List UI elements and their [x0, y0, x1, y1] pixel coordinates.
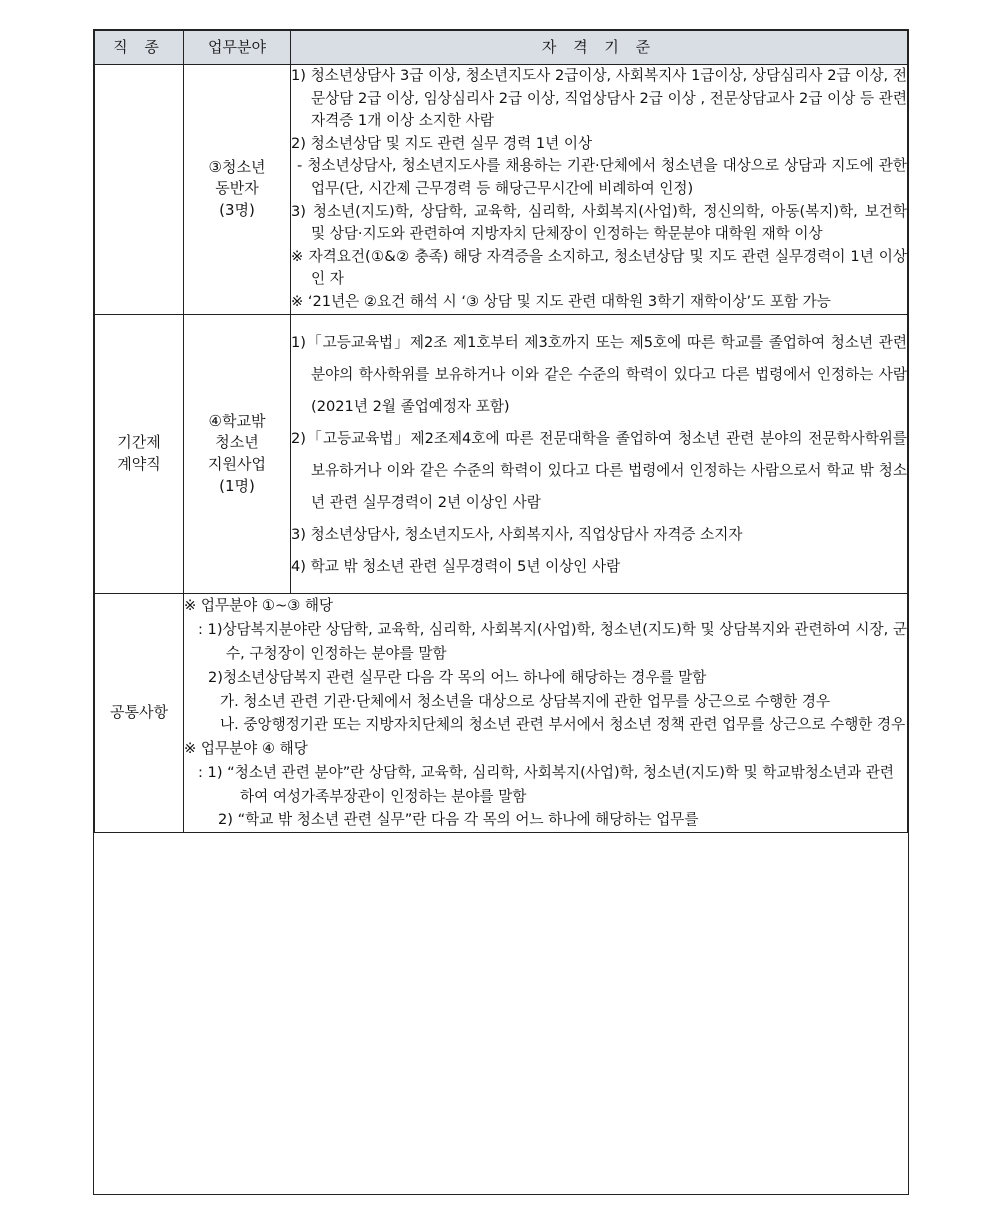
document-page	[93, 29, 909, 1195]
category-line: 기간제	[117, 433, 161, 452]
criteria-note-2: ※ ‘21년은 ②요건 해석 시 ‘③ 상담 및 지도 관련 대학원 3학기 재학이상’도 포함 가능	[291, 293, 831, 311]
criteria-item-1: 1) 청소년상담사 3급 이상, 청소년지도사 2급이상, 사회복지사 1급이상, 상담심리사 2급 이상, 전문상담 2급 이상, 임상심리사 2급 이상, 직업상담사 2급 이상 , 전문상담교사 2급 이상 등 관련 자격증 1개 이상 소지한 사람	[291, 67, 907, 130]
table-row-common	[95, 594, 908, 833]
criteria-item-3: 3) 청소년상담사, 청소년지도사, 사회복지사, 직업상담사 자격증 소지자	[291, 526, 743, 544]
field-line: ④학교밖	[208, 411, 266, 430]
category-cell-empty	[95, 65, 184, 315]
header-qualification: 자 격 기 준	[291, 31, 908, 65]
common-note-2-a: 가. 청소년 관련 기관·단체에서 청소년을 대상으로 상담복지에 관한 업무를 상근으로 수행한 경우	[220, 692, 831, 710]
common-heading-2: ※ 업무분야 ④ 해당	[184, 740, 308, 758]
criteria-note-1: ※ 자격요건(①&② 충족) 해당 자격증을 소지하고, 청소년상담 및 지도 관련 실무경력이 1년 이상인 자	[291, 247, 907, 288]
field-line: 청소년	[215, 433, 259, 452]
common-note-2: 2)청소년상담복지 관련 실무란 다음 각 목의 어느 하나에 해당하는 경우를 말함	[208, 668, 707, 686]
criteria-item-3: 3) 청소년(지도)학, 상담학, 교육학, 심리학, 사회복지(사업)학, 정신의학, 아동(복지)학, 보건학 및 상담·지도와 관련하여 지방자치 단체장이 인정하는 학문분야 대학원 재학 이상	[291, 202, 907, 243]
criteria-item-4: 4) 학교 밖 청소년 관련 실무경력이 5년 이상인 사람	[291, 558, 621, 576]
header-row	[95, 31, 908, 65]
common-note-3: : 1) “청소년 관련 분야”란 상담학, 교육학, 심리학, 사회복지(사업)학, 청소년(지도)학 및 학교밖청소년과 관련하여 여성가족부장관이 인정하는 분야를 말함	[198, 763, 894, 805]
header-job-type: 직 종	[95, 31, 184, 65]
field-line: (3명)	[219, 201, 255, 220]
common-notes-cell	[184, 594, 908, 833]
criteria-item-2: 2) 청소년상담 및 지도 관련 실무 경력 1년 이상	[291, 134, 593, 152]
common-note-1: : 1)상담복지분야란 상담학, 교육학, 심리학, 사회복지(사업)학, 청소년(지도)학 및 상담복지와 관련하여 시장, 군수, 구청장이 인정하는 분야를 말함	[198, 621, 907, 663]
criteria-item-1: 1)「고등교육법」제2조 제1호부터 제3호까지 또는 제5호에 따른 학교를 졸업하여 청소년 관련 분야의 학사학위를 보유하거나 이와 같은 수준의 학력이 있다고 다른 법령에서 인정하는 사람(2021년 2월 졸업예정자 포함)	[291, 333, 907, 415]
common-note-4: 2) “학교 밖 청소년 관련 실무”란 다음 각 목의 어느 하나에 해당하는 업무를	[218, 811, 699, 829]
category-cell-common: 공통사항	[95, 594, 184, 833]
category-line: 계약직	[117, 455, 161, 474]
header-work-field: 업무분야	[184, 31, 291, 65]
field-cell-out-of-school	[184, 314, 291, 594]
field-line: 지원사업	[208, 455, 266, 474]
criteria-item-2: 2)「고등교육법」제2조제4호에 따른 전문대학을 졸업하여 청소년 관련 분야의 전문학사학위를 보유하거나 이와 같은 수준의 학력이 있다고 다른 법령에서 인정하는 사람으로서 학교 밖 청소년 관련 실무경력이 2년 이상인 사람	[291, 429, 907, 512]
category-cell-contract	[95, 314, 184, 594]
field-line: (1명)	[219, 476, 255, 495]
qualification-table	[94, 30, 908, 833]
table-row-youth-companion	[95, 65, 908, 315]
field-cell-youth-companion	[184, 65, 291, 315]
common-heading-1: ※ 업무분야 ①~③ 해당	[184, 597, 334, 615]
criteria-cell-youth-companion	[291, 65, 908, 315]
common-note-2-b: 나. 중앙행정기관 또는 지방자치단체의 청소년 관련 부서에서 청소년 정책 관련 업무를 상근으로 수행한 경우	[220, 716, 906, 734]
criteria-sub-item: - 청소년상담사, 청소년지도사를 채용하는 기관·단체에서 청소년을 대상으로 상담과 지도에 관한 업무(단, 시간제 근무경력 등 해당근무시간에 비례하여 인정)	[297, 157, 907, 198]
criteria-cell-out-of-school	[291, 314, 908, 594]
field-line: ③청소년	[208, 157, 266, 176]
field-line: 동반자	[215, 179, 259, 198]
table-row-out-of-school	[95, 314, 908, 594]
